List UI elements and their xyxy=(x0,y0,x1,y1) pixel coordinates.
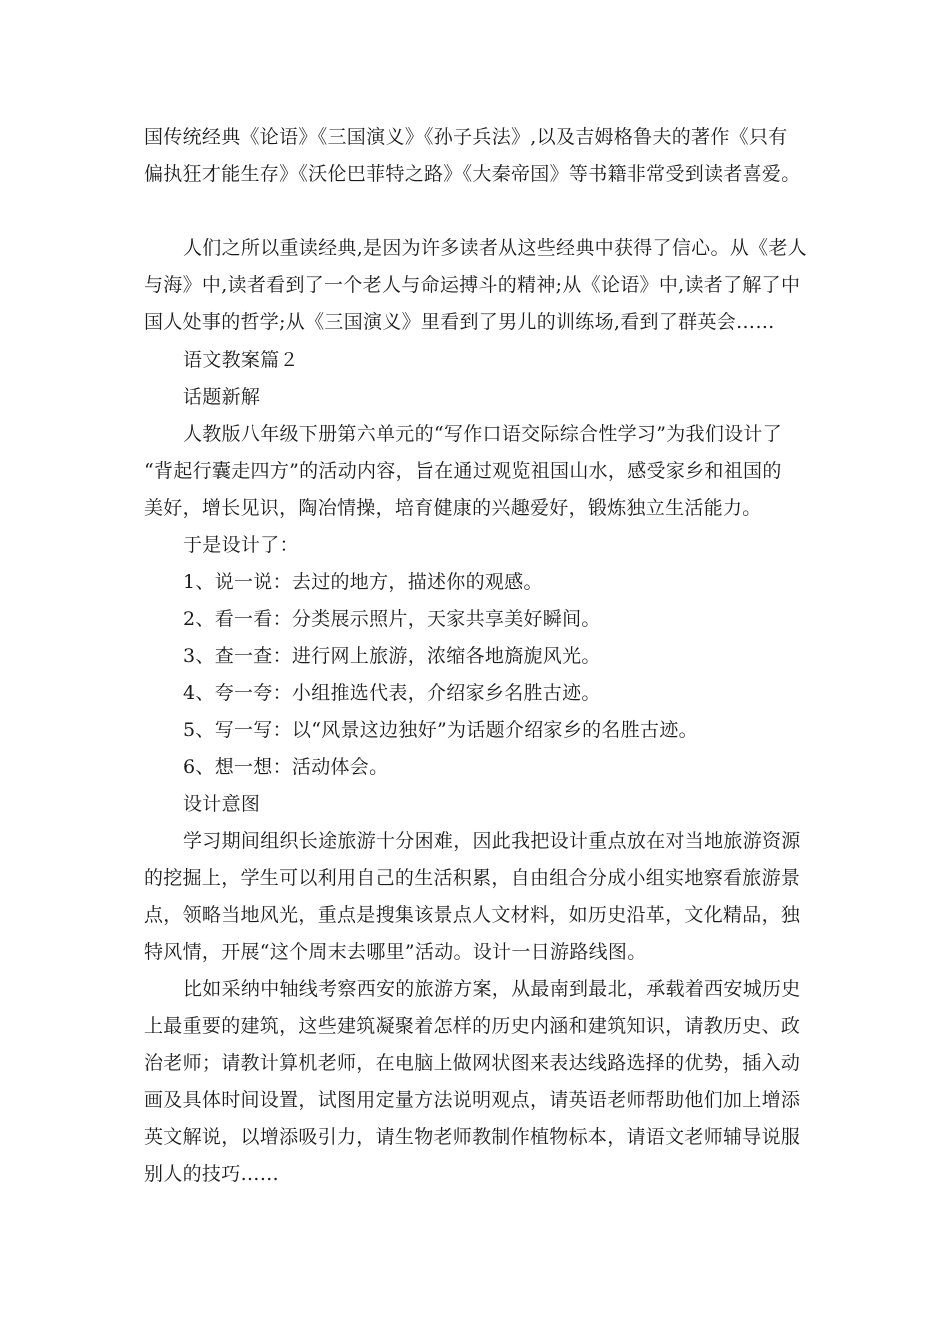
list-item: 6、想一想：活动体会。 xyxy=(183,756,389,778)
paragraph-line: 与海》中,读者看到了一个老人与命运搏斗的精神;从《论语》中,读者了解了中 xyxy=(144,274,801,296)
paragraph-line: 偏执狂才能生存》《沃伦巴菲特之路》《大秦帝国》等书籍非常受到读者喜爱。 xyxy=(144,163,801,185)
paragraph-line: 特风情，开展“这个周末去哪里”活动。设计一日游路线图。 xyxy=(144,941,647,963)
paragraph-line: 的挖掘上，学生可以利用自己的生活积累，自由组合分成小组实地察看旅游景 xyxy=(144,867,801,889)
subheading: 设计意图 xyxy=(183,793,261,815)
subheading: 话题新解 xyxy=(183,386,261,408)
paragraph-line: 国传统经典《论语》《三国演义》《孙子兵法》,以及吉姆格鲁夫的著作《只有 xyxy=(144,126,788,148)
list-item: 2、看一看：分类展示照片，天家共享美好瞬间。 xyxy=(183,608,601,630)
paragraph-line: “背起行囊走四方”的活动内容，旨在通过观览祖国山水，感受家乡和祖国的 xyxy=(144,460,782,482)
paragraph-line: 英文解说，以增添吸引力，请生物老师教制作植物标本，请语文老师辅导说服 xyxy=(144,1126,801,1148)
paragraph-line: 上最重要的建筑，这些建筑凝聚着怎样的历史内涵和建筑知识，请教历史、政 xyxy=(144,1015,801,1037)
paragraph-line: 人们之所以重读经典,是因为许多读者从这些经典中获得了信心。从《老人 xyxy=(183,237,807,259)
paragraph-line: 比如采纳中轴线考察西安的旅游方案，从最南到最北，承载着西安城历史 xyxy=(183,978,801,1000)
list-item: 5、写一写：以“风景这边独好”为话题介绍家乡的名胜古迹。 xyxy=(183,719,698,741)
paragraph-line: 画及具体时间设置，试图用定量方法说明观点，请英语老师帮助他们加上增添 xyxy=(144,1089,801,1111)
list-item: 4、夸一夸：小组推选代表，介绍家乡名胜古迹。 xyxy=(183,682,601,704)
paragraph-line: 人教版八年级下册第六单元的“写作口语交际综合性学习”为我们设计了 xyxy=(183,423,783,445)
paragraph-line: 点，领略当地风光，重点是搜集该景点人文材料，如历史沿革，文化精品，独 xyxy=(144,904,801,926)
section-heading: 语文教案篇２ xyxy=(183,349,299,371)
paragraph-line: 学习期间组织长途旅游十分困难，因此我把设计重点放在对当地旅游资源 xyxy=(183,830,801,852)
list-item: 1、说一说：去过的地方，描述你的观感。 xyxy=(183,571,543,593)
list-item: 3、查一查：进行网上旅游，浓缩各地旖旎风光。 xyxy=(183,645,601,667)
paragraph-line: 别人的技巧…… xyxy=(144,1163,280,1185)
paragraph-line: 治老师；请教计算机老师，在电脑上做网状图来表达线路选择的优势，插入动 xyxy=(144,1052,801,1074)
paragraph-line: 美好，增长见识，陶冶情操，培育健康的兴趣爱好，锻炼独立生活能力。 xyxy=(144,497,762,519)
paragraph-line: 国人处事的哲学;从《三国演义》里看到了男儿的训练场,看到了群英会…… xyxy=(144,311,775,333)
paragraph-line: 于是设计了： xyxy=(183,534,299,556)
